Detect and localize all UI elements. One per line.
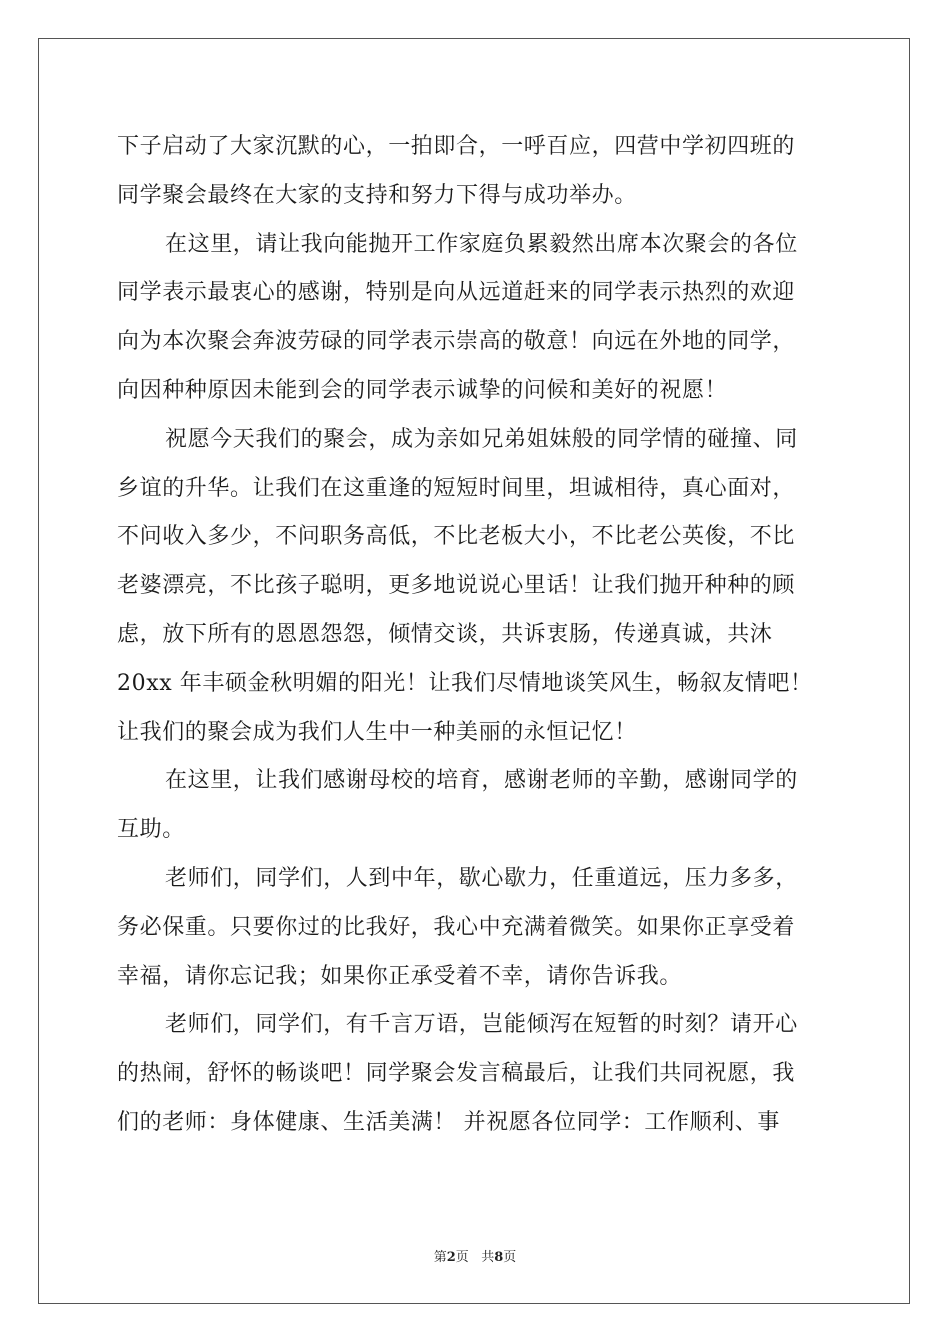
total-pages: 8 [494, 1250, 504, 1265]
text-line: 让我们的聚会成为我们人生中一种美丽的永恒记忆！ [117, 719, 637, 745]
text-line: 乡谊的升华。让我们在这重逢的短短时间里，坦诚相待，真心面对， [117, 475, 796, 501]
page-suffix: 页 [455, 1250, 469, 1265]
text-line: 务必保重。只要你过的比我好，我心中充满着微笑。如果你正享受着 [117, 914, 796, 940]
text-line: 老师们，同学们，人到中年，歇心歇力，任重道远，压力多多， [165, 865, 798, 891]
text-line: 们的老师：身体健康、生活美满！ 并祝愿各位同学：工作顺利、事 [117, 1109, 780, 1135]
text-line: 在这里，让我们感谢母校的培育，感谢老师的辛勤，感谢同学的 [165, 768, 798, 794]
text-line: 互助。 [117, 817, 185, 843]
text-line: 老婆漂亮，不比孩子聪明，更多地说说心里话！让我们抛开种种的顾 [117, 573, 796, 599]
text-line: 向因种种原因未能到会的同学表示诚挚的问候和美好的祝愿！ [117, 377, 728, 403]
text-line: 同学表示最衷心的感谢，特别是向从远道赶来的同学表示热烈的欢迎 [117, 280, 796, 306]
text-line: 老师们，同学们，有千言万语，岂能倾泻在短暂的时刻？请开心 [165, 1012, 798, 1038]
text-line: 在这里，请让我向能抛开工作家庭负累毅然出席本次聚会的各位 [165, 231, 798, 257]
total-suffix: 页 [503, 1250, 517, 1265]
text-line: 的热闹，舒怀的畅谈吧！同学聚会发言稿最后，让我们共同祝愿，我 [117, 1061, 796, 1087]
text-line: 虑，放下所有的恩恩怨怨，倾情交谈，共诉衷肠，传递真诚，共沐 [117, 621, 773, 647]
text-line: 祝愿今天我们的聚会，成为亲如兄弟姐妹般的同学情的碰撞、同 [165, 426, 798, 452]
page-number: 2 [446, 1250, 456, 1265]
document-body [117, 130, 837, 1155]
text-line: 向为本次聚会奔波劳碌的同学表示崇高的敬意！向远在外地的同学， [117, 329, 796, 355]
text-line: 20xx 年丰硕金秋明媚的阳光！让我们尽情地谈笑风生，畅叙友情吧！ [117, 670, 813, 696]
text-line: 下子启动了大家沉默的心，一拍即合，一呼百应，四营中学初四班的 [117, 134, 796, 159]
page-prefix: 第 [433, 1250, 447, 1265]
total-prefix: 共 [481, 1250, 495, 1265]
page-footer [0, 1246, 950, 1265]
text-line: 幸福，请你忘记我；如果你正承受着不幸，请你告诉我。 [117, 963, 683, 989]
text-line: 同学聚会最终在大家的支持和努力下得与成功举办。 [117, 182, 637, 208]
text-line: 不问收入多少，不问职务高低，不比老板大小，不比老公英俊，不比 [117, 524, 796, 550]
